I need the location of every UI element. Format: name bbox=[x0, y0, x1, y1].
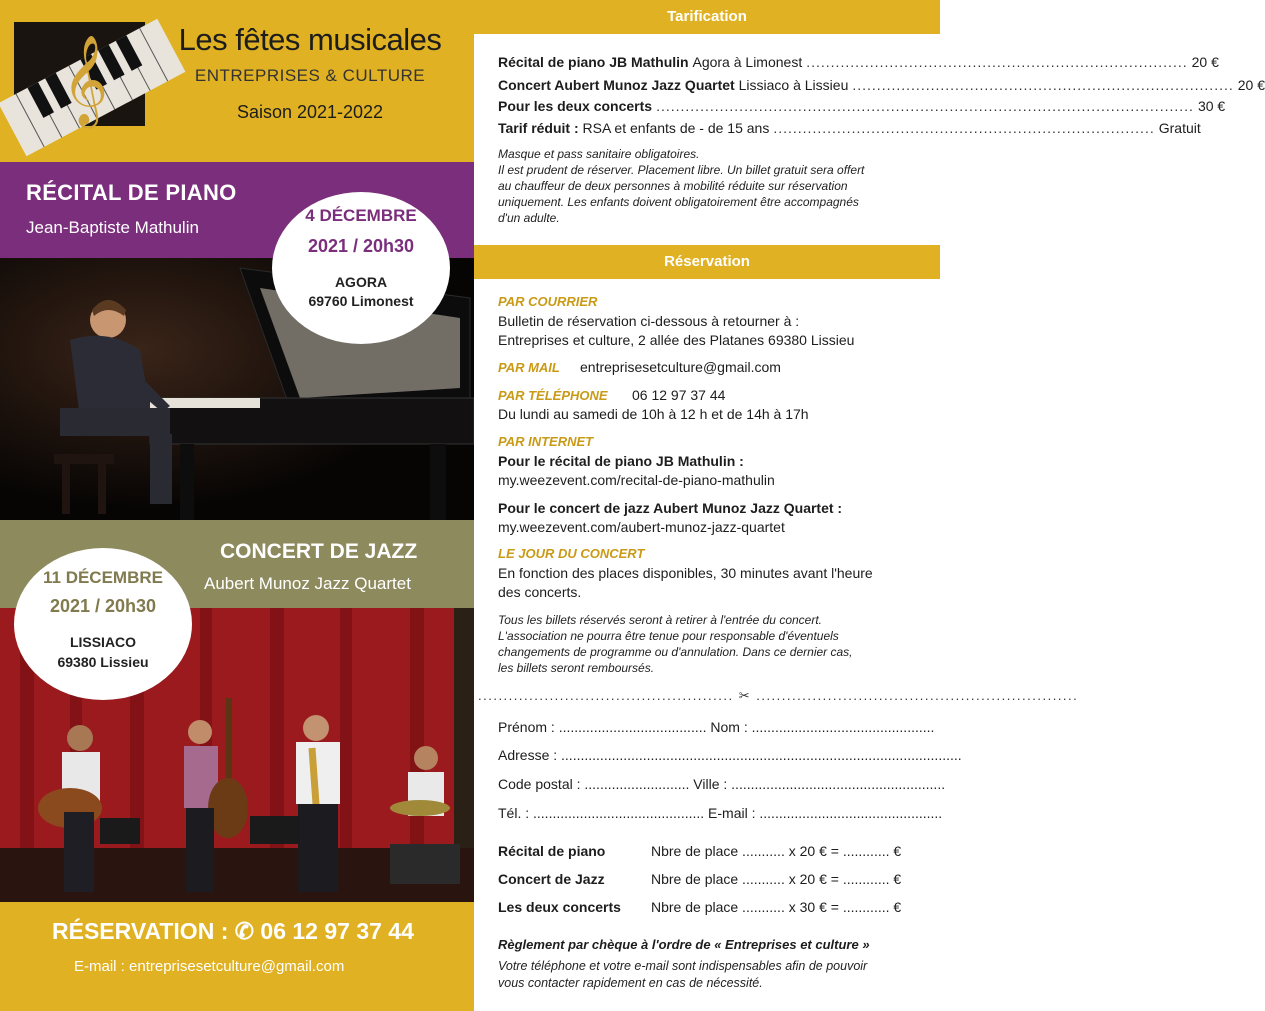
internet-jazz-link[interactable]: my.weezevent.com/aubert-munoz-jazz-quartet bbox=[498, 519, 785, 535]
price-row-jazz: Concert Aubert Munoz Jazz Quartet Lissiaco à Lissieu .............................................................................. 20 € bbox=[498, 77, 1265, 93]
note-line: Masque et pass sanitaire obligatoires. bbox=[498, 147, 700, 161]
notice-line: changements de programme ou d'annulation. Dans ce dernier cas, bbox=[498, 645, 853, 659]
jazz-time: 2021 / 20h30 bbox=[49, 596, 157, 616]
price-value: 20 € bbox=[1237, 77, 1265, 93]
form-contact-row[interactable]: Tél. : ............................................ E-mail : ............................................... bbox=[498, 805, 943, 821]
order-quantity[interactable]: Nbre de place ........... x 30 € = ............ € bbox=[651, 899, 902, 915]
scissors-icon: ✂ bbox=[738, 688, 752, 703]
price-label: Concert Aubert Munoz Jazz Quartet bbox=[498, 77, 735, 93]
order-label: Récital de piano bbox=[498, 843, 606, 859]
piano-event-title: RÉCITAL DE PIANO bbox=[26, 180, 237, 205]
treble-clef-piano-icon bbox=[14, 22, 145, 126]
tarification-header: Tarification bbox=[474, 0, 940, 34]
note-line: uniquement. Les enfants doivent obligatoirement être accompagnés bbox=[498, 195, 859, 209]
piano-city: 69760 Limonest bbox=[308, 293, 414, 309]
jazz-artist: Aubert Munoz Jazz Quartet bbox=[204, 574, 411, 593]
contact-note bbox=[498, 958, 928, 992]
footer-reservation-phone: RÉSERVATION : ✆ 06 12 97 37 44 bbox=[52, 918, 414, 944]
order-label: Les deux concerts bbox=[498, 899, 621, 915]
form-address-row[interactable]: Adresse : ....................................................................................................... bbox=[498, 747, 962, 763]
telephone-number[interactable]: 06 12 97 37 44 bbox=[632, 387, 726, 403]
piano-date: 4 DÉCEMBRE bbox=[305, 206, 417, 225]
internet-piano-link[interactable]: my.weezevent.com/recital-de-piano-mathulin bbox=[498, 472, 775, 488]
brand-title: Les fêtes musicales bbox=[178, 22, 442, 57]
notice-line: L'association ne pourra être tenue pour responsable d'éventuels bbox=[498, 629, 839, 643]
order-quantity[interactable]: Nbre de place ........... x 20 € = ............ € bbox=[651, 843, 902, 859]
jour-line: En fonction des places disponibles, 30 minutes avant l'heure bbox=[498, 565, 873, 581]
note-line: au chauffeur de deux personnes à mobilité réduite sur réservation bbox=[498, 179, 848, 193]
price-value: 20 € bbox=[1191, 54, 1219, 70]
price-detail: Agora à Limonest bbox=[692, 54, 803, 70]
price-label: Tarif réduit : bbox=[498, 120, 579, 136]
notice-line: les billets seront remboursés. bbox=[498, 661, 655, 675]
jazz-city: 69380 Lissieu bbox=[57, 654, 149, 670]
internet-title: PAR INTERNET bbox=[498, 434, 594, 449]
jazz-date: 11 DÉCEMBRE bbox=[43, 568, 163, 587]
price-row-both: Pour les deux concerts .............................................................................................................. 30 € bbox=[498, 98, 1226, 114]
footer-email: E-mail : entreprisesetculture@gmail.com bbox=[74, 958, 345, 975]
ticket-notice bbox=[498, 612, 924, 676]
internet-piano-label-text: Pour le récital de piano JB Mathulin : bbox=[498, 453, 744, 469]
price-detail: Lissiaco à Lissieu bbox=[738, 77, 849, 93]
note-line: d'un adulte. bbox=[498, 211, 560, 225]
price-label: Pour les deux concerts bbox=[498, 98, 653, 114]
jour-title: LE JOUR DU CONCERT bbox=[498, 546, 645, 561]
mail-title: PAR MAIL bbox=[498, 360, 560, 375]
jazz-venue: LISSIACO bbox=[69, 634, 137, 650]
jazz-date-badge bbox=[14, 548, 192, 700]
mail-address[interactable]: entreprisesetculture@gmail.com bbox=[580, 359, 781, 375]
price-value: 30 € bbox=[1197, 98, 1226, 114]
brand-season: Saison 2021-2022 bbox=[236, 102, 384, 122]
form-city-row[interactable]: Code postal : ........................... Ville : ....................................................... bbox=[498, 776, 946, 792]
price-row-reduced: Tarif réduit : RSA et enfants de - de 15 ans .............................................................................. Gratuit bbox=[498, 120, 1201, 136]
svg-text:𝄞: 𝄞 bbox=[62, 35, 109, 125]
left-panel bbox=[0, 0, 474, 1011]
right-panel bbox=[474, 0, 1265, 1011]
reservation-header: Réservation bbox=[474, 245, 940, 279]
courrier-title: PAR COURRIER bbox=[498, 294, 598, 309]
piano-time: 2021 / 20h30 bbox=[307, 236, 415, 256]
price-detail: RSA et enfants de - de 15 ans bbox=[582, 120, 770, 136]
contact-line: Votre téléphone et votre e-mail sont indispensables afin de pouvoir bbox=[498, 959, 868, 973]
price-value: Gratuit bbox=[1158, 120, 1201, 136]
telephone-hours: Du lundi au samedi de 10h à 12 h et de 14h à 17h bbox=[498, 406, 809, 422]
jazz-event-title: CONCERT DE JAZZ bbox=[220, 540, 418, 563]
payment-instruction: Règlement par chèque à l'ordre de « Entreprises et culture » bbox=[498, 937, 870, 952]
note-line: Il est prudent de réserver. Placement libre. Un billet gratuit sera offert bbox=[498, 163, 865, 177]
price-label: Récital de piano JB Mathulin bbox=[498, 54, 689, 70]
piano-venue: AGORA bbox=[334, 274, 388, 290]
internet-piano-label bbox=[498, 452, 744, 471]
internet-jazz-label bbox=[498, 499, 842, 518]
courrier-address: Entreprises et culture, 2 allée des Platanes 69380 Lissieu bbox=[498, 332, 855, 348]
order-label: Concert de Jazz bbox=[498, 871, 605, 887]
price-row-piano: Récital de piano JB Mathulin Agora à Limonest .............................................................................. 20 € bbox=[498, 54, 1219, 70]
courrier-line: Bulletin de réservation ci-dessous à retourner à : bbox=[498, 313, 800, 329]
brand-subtitle: ENTREPRISES & CULTURE bbox=[194, 66, 426, 85]
form-name-row[interactable]: Prénom : ...................................... Nom : ............................................... bbox=[498, 719, 935, 735]
telephone-title: PAR TÉLÉPHONE bbox=[498, 388, 608, 403]
order-quantity[interactable]: Nbre de place ........... x 20 € = ............ € bbox=[651, 871, 902, 887]
piano-date-badge bbox=[272, 192, 450, 344]
tarif-notes bbox=[498, 146, 924, 226]
jour-line: des concerts. bbox=[498, 584, 582, 600]
notice-line: Tous les billets réservés seront à retirer à l'entrée du concert. bbox=[498, 613, 822, 627]
contact-line: vous contacter rapidement en cas de nécessité. bbox=[498, 976, 763, 990]
cut-line: .................................................. ✂ ............................................................... bbox=[478, 688, 1079, 703]
piano-artist: Jean-Baptiste Mathulin bbox=[26, 218, 199, 237]
internet-jazz-label-text: Pour le concert de jazz Aubert Munoz Jazz Quartet : bbox=[498, 500, 843, 516]
